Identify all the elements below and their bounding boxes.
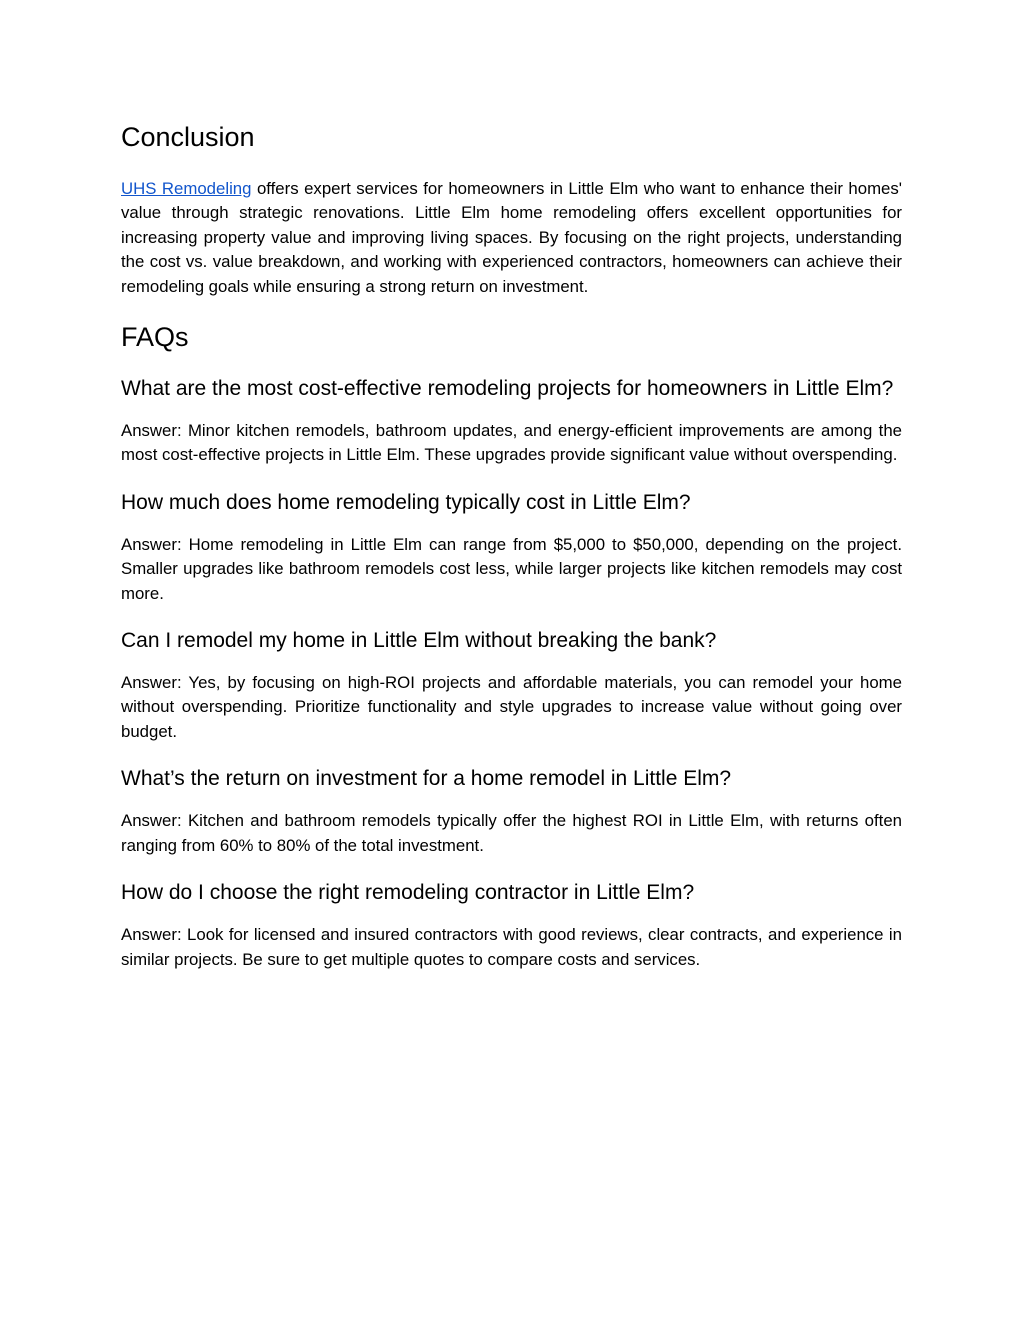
faq-item xyxy=(121,625,902,744)
faq-question: How do I choose the right remodeling contractor in Little Elm? xyxy=(121,881,695,905)
uhs-remodeling-link[interactable]: UHS Remodeling xyxy=(121,179,252,198)
conclusion-body-text: offers expert services for homeowners in Little Elm who want to enhance their homes' value through strategic renovations. Little Elm home remodeling offers excellent opportunities for increasing property value and improving living spaces. By focusing on the right projects, understanding the cost vs. value breakdown, and working with experienced contractors, homeowners can achieve their remodeling goals while ensuring a strong return on investment. xyxy=(121,179,902,296)
conclusion-paragraph xyxy=(121,177,902,299)
faqs-heading: FAQs xyxy=(121,322,189,353)
faq-question: How much does home remodeling typically cost in Little Elm? xyxy=(121,490,691,514)
faq-answer: Answer: Minor kitchen remodels, bathroom updates, and energy-efficient improvements are among the most cost-effective projects in Little Elm. These upgrades provide significant value without overspending. xyxy=(121,421,902,465)
faq-item xyxy=(121,763,902,858)
faq-item xyxy=(121,487,902,606)
faq-item xyxy=(121,373,902,468)
faq-answer: Answer: Kitchen and bathroom remodels typically offer the highest ROI in Little Elm, with returns often ranging from 60% to 80% of the total investment. xyxy=(121,811,902,855)
faq-question: Can I remodel my home in Little Elm without breaking the bank? xyxy=(121,629,717,653)
faq-answer: Answer: Look for licensed and insured contractors with good reviews, clear contracts, and experience in similar projects. Be sure to get multiple quotes to compare costs and services. xyxy=(121,925,902,969)
faq-item xyxy=(121,877,902,972)
faq-answer: Answer: Yes, by focusing on high-ROI projects and affordable materials, you can remodel your home without overspending. Prioritize functionality and style upgrades to increase value without going over budget. xyxy=(121,673,902,741)
faq-question: What are the most cost-effective remodeling projects for homeowners in Little Elm? xyxy=(121,377,894,401)
document-page xyxy=(121,118,902,972)
faq-answer: Answer: Home remodeling in Little Elm can range from $5,000 to $50,000, depending on the project. Smaller upgrades like bathroom remodels cost less, while larger projects like kitchen remodels may cost more. xyxy=(121,534,902,603)
conclusion-heading: Conclusion xyxy=(121,122,255,152)
faq-question: What’s the return on investment for a home remodel in Little Elm? xyxy=(121,767,732,791)
